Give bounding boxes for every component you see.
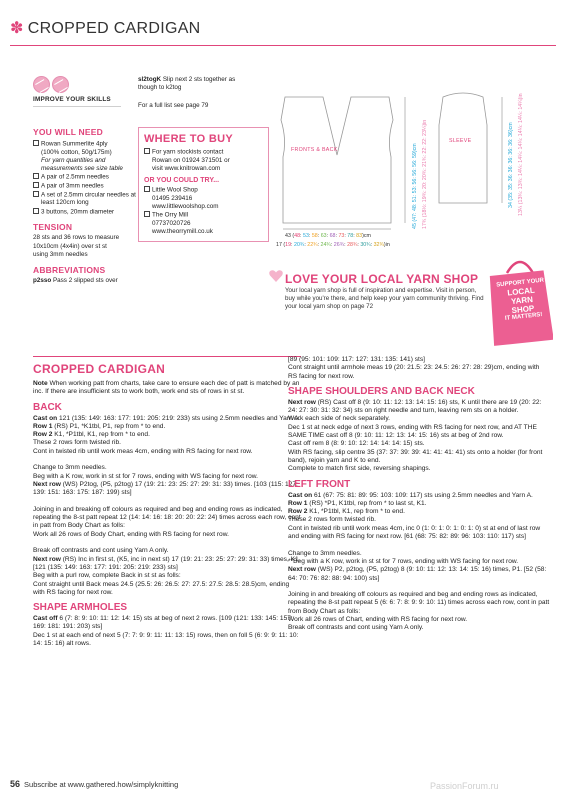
paragraph-gap <box>33 456 301 464</box>
where-to-buy-title: WHERE TO BUY <box>144 133 233 145</box>
instruction-line <box>288 415 550 423</box>
stockist-text: For yarn stockists contact <box>152 148 224 156</box>
instruction-line <box>288 624 550 632</box>
yarn-ball-icon <box>33 76 50 93</box>
instruction-text: Change to 3mm needles. <box>288 549 362 557</box>
instruction-text: Break off contrasts and cont using Yarn A only. <box>33 547 169 555</box>
instruction-text: 121 (135: 149: 163: 177: 191: 205: 219: 233) sts using 2.5mm needles and Yarn A. <box>57 414 301 422</box>
instruction-text: (RS) P1, *K1tbl, P1, rep from * to end. <box>52 422 166 430</box>
instruction-line <box>288 399 550 416</box>
sleeve-label: SLEEVE <box>449 138 472 144</box>
instruction-text: Complete to match first side, reversing shapings. <box>288 465 431 473</box>
sleeve-length-cm: 34 (35: 35: 36: 36: 36: 36: 36: 36)cm <box>508 122 514 208</box>
instruction-line <box>288 550 550 558</box>
instruction-label: Row 1 <box>33 422 53 430</box>
pattern-column-2 <box>288 356 550 633</box>
checkbox-icon <box>33 182 39 188</box>
instruction-label: Next row <box>288 398 316 406</box>
instruction-text: Beg with a K row, work in st st for 7 rows, ending with WS facing for next row. <box>33 472 259 480</box>
shop-link[interactable]: www.theorrymill.co.uk <box>152 228 213 236</box>
instruction-text: K1, *P1tbl, K1, rep from * to end. <box>52 431 150 439</box>
list-item: (100% cotton, 50g/175m) <box>41 148 112 156</box>
stockist-text: Rowan on 01924 371501 or <box>152 156 230 164</box>
instruction-text: (RS) Inc in first st, (K5, inc in next st) 17 (19: 21: 23: 25: 27: 29: 31: 33) times, K1. [121 (135: 149: 163: 177: 191: 205: 219: 233) sts] <box>33 555 301 571</box>
width-cm: 43 (48: 53: 58: 63: 68: 73: 78: 83)cm <box>285 233 371 239</box>
instruction-line <box>33 632 301 649</box>
instruction-label: Cast on <box>288 491 313 499</box>
instruction-line <box>288 566 550 583</box>
page-footer <box>10 779 178 789</box>
checkbox-icon <box>33 191 39 197</box>
shop-phone: 07737020726 <box>152 219 191 227</box>
pattern-column-1 <box>33 356 301 648</box>
abbr-definition: Pass 2 slipped sts over <box>52 276 118 284</box>
list-item: A set of 2.5mm circular needles at <box>41 191 136 199</box>
instruction-text: With RS facing, slip centre 35 (37: 37: 39: 39: 41: 41: 41: 41) sts onto a holder (for front band), rejoin yarn and K to end. <box>288 448 543 464</box>
instruction-text: Work each side of neck separately. <box>288 415 391 423</box>
note-label: Note <box>33 380 48 387</box>
instruction-line <box>288 492 550 500</box>
full-list-note: For a full list see page 79 <box>138 102 209 110</box>
instruction-text: (RS) Cast off 8 (9: 10: 11: 12: 13: 14: 15: 16) sts, K until there are 19 (20: 22: 24: 27: 30: 31: 32: 34) sts on right needle and turn, leaving rem sts on a holder. <box>288 398 542 415</box>
shoulders-heading: SHAPE SHOULDERS AND BACK NECK <box>288 385 475 397</box>
shop-link[interactable]: www.littlewoolshop.com <box>152 203 219 211</box>
back-heading: BACK <box>33 401 62 413</box>
checkbox-icon <box>144 186 150 192</box>
instruction-text: Change to 3mm needles. <box>33 464 107 472</box>
instruction-text: Dec 1 st at each end of next 5 (7: 7: 9: 9: 11: 11: 13: 15) rows, then on foll 5 (6: 9: 9: 11: 10: 14: 15: 16) alt rows. <box>33 631 299 648</box>
heart-icon <box>268 268 284 284</box>
instruction-label: Row 2 <box>33 431 53 439</box>
body-height-cm: 45 (47: 48: 51: 53: 56: 56: 56: 59)cm <box>412 143 418 229</box>
improve-skills-label: IMPROVE YOUR SKILLS <box>33 96 111 103</box>
instruction-line <box>288 500 550 508</box>
instruction-line <box>33 572 301 580</box>
instruction-line <box>288 508 550 516</box>
instruction-text: Work all 26 rows of Chart, ending with RS facing for next row. <box>288 616 468 624</box>
checkbox-icon <box>144 211 150 217</box>
instruction-text: Cont in twisted rib until work meas 4cm, inc 0 (1: 0: 1: 0: 1: 0: 1: 0) st at end of last row and ending with RS facing for next row. [61 (68: 75: 82: 89: 96: 103: 110: 117) sts] <box>288 524 541 541</box>
list-item: A pair of 3mm needles <box>41 182 104 190</box>
abbr-definition: Slip next 2 sts together as <box>162 76 236 83</box>
you-will-need-heading: YOU WILL NEED <box>33 127 103 137</box>
paragraph-gap <box>33 498 301 506</box>
you-will-need-section <box>33 127 136 285</box>
instruction-line <box>33 415 301 423</box>
instruction-label: Next row <box>33 480 61 488</box>
shoulders-instructions <box>288 399 550 474</box>
bag-text: SUPPORT YOUR LOCAL YARN SHOP IT MATTERS! <box>496 277 545 322</box>
instruction-text: Joining in and breaking off colours as required and beg and ending rows as indicated, repeating the 8-st patt repeat 5 (6: 6: 7: 8: 9: 9: 10: 11) times across each row, cont in patt from Body Chart as folls: <box>288 591 550 615</box>
tension-line: 10x10cm (4x4in) over st st <box>33 242 107 250</box>
instruction-label: Row 1 <box>288 499 308 507</box>
instruction-text: These 2 rows form twisted rib. <box>288 516 376 524</box>
instruction-line <box>33 506 301 531</box>
instruction-line <box>288 440 550 448</box>
list-item: least 120cm long <box>41 199 89 207</box>
abbr-definition: though to k2tog <box>138 84 182 92</box>
instruction-line <box>288 424 550 441</box>
instruction-text: **Beg with a K row, work in st st for 7 rows, ending with WS facing for next row. <box>288 557 519 565</box>
list-item: For yarn quantities and <box>41 156 106 164</box>
sleeve-length-in: 13¼ (13¾: 13¾: 14¼: 14¼: 14¼: 14¼: 14¼: 14¼)in <box>518 93 524 216</box>
checkbox-icon <box>33 173 39 179</box>
instruction-line <box>33 423 301 431</box>
abbreviations-heading: ABBREVIATIONS <box>33 264 106 275</box>
watermark: PassionForum.ru <box>430 781 499 791</box>
pattern-title: CROPPED CARDIGAN <box>33 362 166 376</box>
sl2togk-abbreviation <box>138 76 268 111</box>
instruction-line <box>33 581 301 598</box>
stockist-link[interactable]: visit www.knitrowan.com <box>152 164 221 172</box>
note-text: When working patt from charts, take care to ensure each dec of patt is matched by an inc. If there are insufficient sts to work both, work end sts of rows in st st. <box>33 380 300 396</box>
instruction-text: Work all 26 rows of Body Chart, ending with RS facing for next row. <box>33 530 229 538</box>
instruction-line <box>33 473 301 481</box>
instruction-line <box>33 464 301 472</box>
instruction-text: 61 (67: 75: 81: 89: 95: 103: 109: 117) sts using 2.5mm needles and Yarn A. <box>312 491 533 499</box>
instruction-text: 6 (7: 8: 9: 10: 11: 12: 14: 15) sts at beg of next 2 rows. [109 (121: 133: 145: 157: 169: 181: 191: 203) sts] <box>33 615 293 631</box>
where-to-buy-box <box>138 127 269 242</box>
shop-name: Little Wool Shop <box>152 186 198 194</box>
fronts-back-outline <box>281 97 393 223</box>
page-number: 56 <box>10 779 21 789</box>
instruction-label: Cast off <box>33 615 58 623</box>
instruction-text: Dec 1 st at neck edge of next 3 rows, ending with RS facing for next row, and AT THE SAME TIME cast off 8 (9: 10: 11: 12: 13: 14: 15: 16) sts at beg of 2nd row. <box>288 423 537 440</box>
instruction-line <box>288 591 550 616</box>
sleeve-outline <box>439 93 487 203</box>
instruction-line <box>288 558 550 566</box>
instruction-line <box>288 525 550 542</box>
instruction-label: Row 2 <box>288 508 308 516</box>
instruction-text: Joining in and breaking off colours as required and beg and ending rows as indicated, repeating the 8-st patt repeat 12 (14: 14: 16: 18: 20: 20: 22: 24) times across each row, cont in patt from Body Chart as folls: <box>33 505 301 530</box>
left-front-heading: LEFT FRONT <box>288 478 351 490</box>
love-yarn-text: Your local yarn shop is full of inspiration and expertise. Visit in person, buy while you're there, and help keep your yarn community thriving. Find your local yarn shop on page 72 <box>285 287 484 310</box>
instruction-label: Next row <box>288 566 316 574</box>
instruction-line <box>33 448 301 456</box>
yarn-ball-icon <box>52 76 69 93</box>
garment-schematic <box>275 85 535 245</box>
love-yarn-title: LOVE YOUR LOCAL YARN SHOP <box>285 272 479 286</box>
instruction-line <box>33 556 301 573</box>
instruction-line <box>288 449 550 466</box>
paragraph-gap <box>33 539 301 547</box>
abbr-term: sl2togK <box>138 76 162 83</box>
checkbox-icon <box>33 208 39 214</box>
instruction-line <box>33 531 301 539</box>
body-height-in: 17¾ (18½: 19¾: 20: 20¾: 21¾: 22: 22: 23¼)in <box>422 119 428 229</box>
width-in: 17 (19: 20¾: 22¾: 24¾: 26¾: 28¾: 30¾: 32¾)in <box>276 242 390 248</box>
instruction-line <box>33 615 301 632</box>
instruction-text: Break off contrasts and cont using Yarn A only. <box>288 624 424 632</box>
checkbox-icon <box>144 148 150 154</box>
instruction-line <box>33 547 301 555</box>
instruction-label: Cast on <box>33 414 58 422</box>
armholes-heading: SHAPE ARMHOLES <box>33 602 128 614</box>
instruction-text: Cont straight until Back meas 24.5 (25.5: 26: 26.5: 27: 27.5: 27.5: 28.5: 28.5)cm, ending with RS facing for next row. <box>33 580 290 596</box>
shop-phone: 01495 239416 <box>152 194 193 202</box>
subscribe-text[interactable]: Subscribe at www.gathered.how/simplyknitting <box>24 780 179 789</box>
list-item: Rowan Summerlite 4ply <box>41 140 108 148</box>
instruction-text: Cast off rem 8 (8: 9: 10: 12: 14: 14: 14: 15) sts. <box>288 440 425 448</box>
instruction-line <box>288 356 550 364</box>
header-divider <box>10 45 556 46</box>
fronts-back-label: FRONTS & BACK <box>291 147 338 153</box>
paragraph-gap <box>288 583 550 591</box>
instruction-label: Next row <box>33 555 61 563</box>
instruction-text: [89 (95: 101: 109: 117: 127: 131: 135: 141) sts] <box>288 356 425 363</box>
list-item: A pair of 2.5mm needles <box>41 173 109 181</box>
instruction-line <box>33 431 301 439</box>
paragraph-gap <box>288 541 550 549</box>
header-title: CROPPED CARDIGAN <box>27 20 201 37</box>
checkbox-icon <box>33 140 39 146</box>
shop-name: The Orry Mill <box>152 211 189 219</box>
list-item: 3 buttons, 20mm diameter <box>41 208 115 216</box>
instruction-text: (WS) P2tog, (P5, p2tog) 17 (19: 21: 23: 25: 27: 29: 31: 33) times. [103 (115: 127: 139: 151: 163: 175: 187: 199) sts] <box>33 480 298 497</box>
instruction-text: (RS) *P1, K1tbl, rep from * to last st, K1. <box>307 499 427 507</box>
instruction-text: Cont straight until armhole meas 19 (20: 21.5: 23: 24.5: 26: 27: 28: 29)cm, ending with RS facing for next row. <box>288 364 540 380</box>
instruction-line <box>288 516 550 524</box>
or-you-could-try-heading: OR YOU COULD TRY... <box>144 177 220 185</box>
left-front-instructions <box>288 492 550 633</box>
instruction-text: Beg with a purl row, complete Back in st st as folls: <box>33 572 181 580</box>
instruction-text: Cont in twisted rib until work meas 4cm, ending with RS facing for next row. <box>33 447 253 455</box>
instruction-text: These 2 rows form twisted rib. <box>33 439 121 447</box>
tension-line: using 3mm needles <box>33 250 88 258</box>
list-item: measurements see size table <box>41 165 123 173</box>
page-header <box>10 18 201 38</box>
abbr-term: p2sso <box>33 276 52 284</box>
instruction-line <box>288 616 550 624</box>
instruction-text: K1, *P1tbl, K1, rep from * to end. <box>307 508 405 516</box>
instruction-text: (WS) P2, p2tog, (P5, p2tog) 8 (9: 10: 11: 12: 13: 14: 15: 16) times, P1. [52 (58: 64: 70: 76: 82: 88: 94: 100) sts] <box>288 566 547 582</box>
divider <box>33 106 121 107</box>
back-instructions <box>33 415 301 598</box>
instruction-line <box>33 439 301 447</box>
tension-heading: TENSION <box>33 222 73 233</box>
armholes-instructions <box>33 615 301 648</box>
asterisk-icon: ✽ <box>10 20 24 37</box>
tension-line: 28 sts and 36 rows to measure <box>33 234 120 242</box>
instruction-line <box>288 364 550 381</box>
armhole-continuation <box>288 356 550 381</box>
instruction-line <box>288 465 550 473</box>
instruction-line <box>33 481 301 498</box>
